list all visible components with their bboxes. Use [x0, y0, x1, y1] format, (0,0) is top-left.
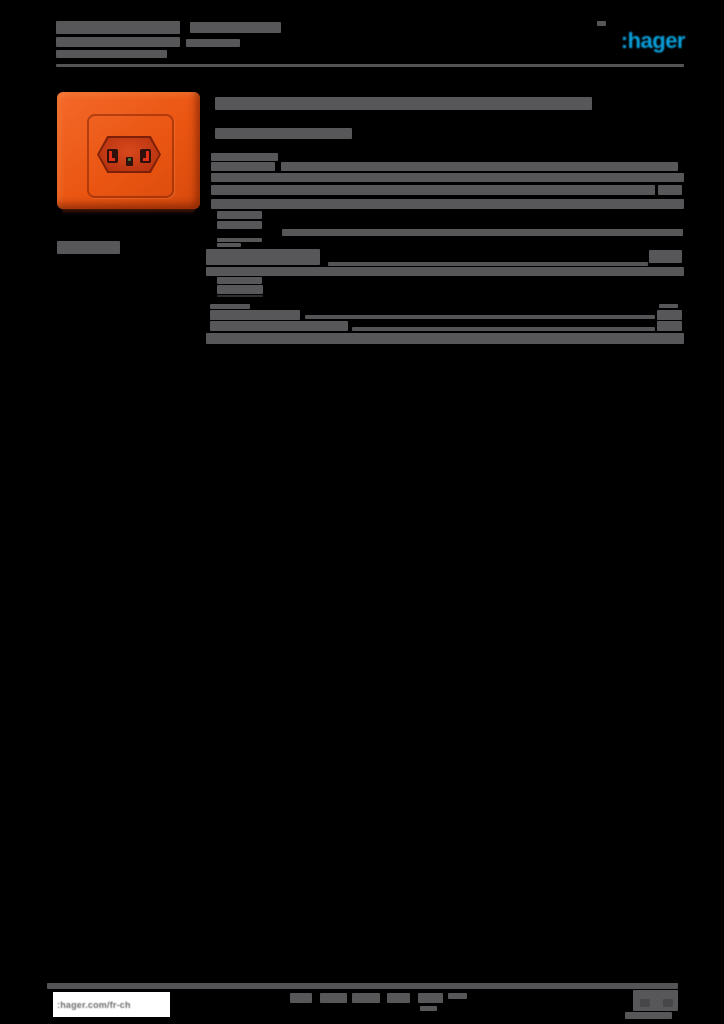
socket-faceplate: [57, 92, 200, 209]
socket-recess: [99, 138, 159, 171]
spec-row13-text: [206, 333, 684, 344]
spec-row11-leader: [305, 315, 655, 319]
section2-underline: [217, 295, 263, 297]
spec-row4-text: [211, 199, 684, 209]
header-title-line2-seg1: [56, 37, 180, 47]
spec-row6-label1: [217, 238, 262, 242]
footer-address-seg1: [290, 993, 312, 1003]
spec-row12-leader: [352, 327, 655, 331]
header-title-line3: [56, 50, 167, 58]
pin-mark-right-horizontal: [143, 158, 149, 161]
spec-row3-text: [211, 185, 655, 195]
spec-row5-label2: [217, 221, 262, 229]
spec-row7-value: [649, 250, 682, 263]
spec-row10-label: [210, 304, 250, 309]
spec-row1-text: [281, 162, 678, 171]
socket-center-led: [128, 158, 131, 161]
footer-address-seg4: [387, 993, 410, 1003]
image-caption: [57, 241, 120, 254]
socket-hole-left: [107, 149, 118, 163]
spec-row3-value: [658, 185, 682, 195]
spec-row6-label2: [217, 243, 241, 247]
footer-address-seg5: [418, 993, 443, 1003]
spec-row11-value: [657, 310, 682, 320]
spec-row10-sup: [659, 304, 678, 308]
footer-rule: [47, 983, 678, 989]
header-rule: [56, 64, 684, 67]
spec-row12-value: [657, 321, 682, 331]
product-title: [215, 97, 592, 110]
footer-address-seg6: [448, 993, 467, 999]
footer-qr-dot1: [640, 999, 650, 1007]
spec-row2-text: [211, 173, 684, 182]
spec-row7-leader: [328, 262, 648, 266]
spec-row5-text: [282, 229, 683, 236]
footer-qr-dot2: [663, 999, 673, 1007]
footer-url-box: [53, 992, 170, 1017]
footer-qr-caption: [625, 1012, 672, 1019]
spec-row7-label: [206, 249, 320, 265]
socket-hole-right: [140, 149, 151, 163]
header-title-line1-seg2: [190, 22, 281, 33]
spec-row12-label: [210, 321, 348, 331]
hager-logo: :hager: [620, 28, 685, 53]
footer-address-tail: [420, 1006, 437, 1011]
footer-address-seg2: [320, 993, 347, 1003]
spec-row11-label: [210, 310, 300, 320]
product-subtitle: [215, 128, 352, 139]
spec-row5-label1: [217, 211, 262, 219]
socket-recess-rim: [97, 136, 161, 173]
spec-row1-label: [211, 162, 275, 171]
section1-heading: [211, 153, 278, 161]
header-title-line1-seg1: [56, 21, 180, 34]
footer-address-seg3: [352, 993, 380, 1003]
socket-hole-center: [126, 157, 133, 166]
spec-row8-text: [206, 267, 684, 276]
pin-mark-left-horizontal: [109, 158, 115, 161]
product-image: [57, 92, 200, 209]
spec-row9-label: [217, 277, 262, 284]
footer-url-text: :hager.com/fr-ch: [57, 999, 131, 1010]
header-ref-speck: [597, 21, 606, 26]
section2-heading: [217, 285, 263, 294]
header-title-line2-seg2: [186, 39, 240, 47]
